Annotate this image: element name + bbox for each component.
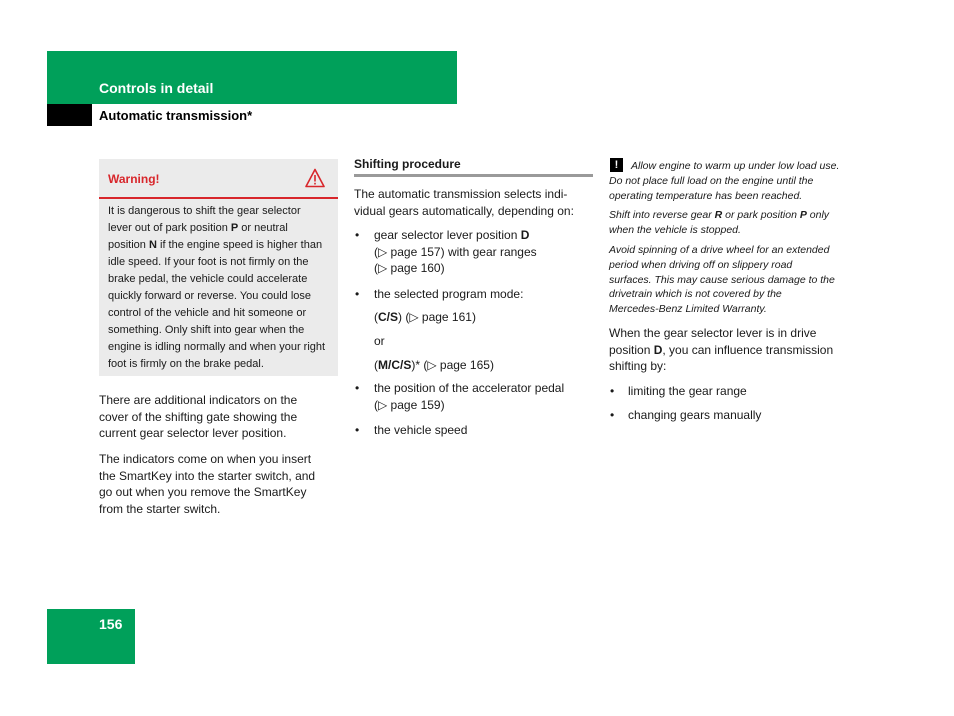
list-item-manual-gears: changing gears manually [628, 408, 762, 422]
warning-triangle-icon [305, 168, 325, 188]
smartkey-paragraph [99, 451, 339, 517]
header-band [47, 51, 457, 104]
warning-line: engine is idling normally and when your right [108, 341, 326, 353]
list-item-gear-range: limiting the gear range [628, 384, 747, 398]
section-title: Controls in detail [99, 80, 214, 96]
text-line: Allow engine to warm up under low load use. [631, 160, 840, 172]
text-line: Avoid spinning of a drive wheel for an extended [609, 244, 830, 256]
note-reverse-park [609, 208, 849, 238]
text-line: Do not place full load on the engine until the [609, 174, 814, 187]
text-line: period when driving off on slippery road [609, 258, 793, 271]
drive-position-paragraph [609, 325, 849, 375]
page-reference: (▷ page 157) with gear ranges [374, 244, 537, 259]
text-line: the SmartKey into the starter switch, and [99, 468, 316, 483]
text-line: Mercedes-Benz Limited Warranty. [609, 303, 767, 316]
page-reference: (▷ page 160) [374, 261, 445, 275]
warning-line: idle speed. If your foot is not firmly on the [108, 256, 309, 268]
text-line: gear selector lever position D [374, 228, 530, 242]
text-line: go out when you remove the SmartKey [99, 485, 307, 499]
bullet-icon: • [610, 408, 615, 422]
text-line: from the starter switch. [99, 501, 221, 516]
indicator-paragraph [99, 392, 339, 442]
text-line: drivetrain which is not covered by the [609, 288, 782, 301]
list-item-vehicle-speed: the vehicle speed [374, 423, 468, 437]
page-title: Automatic transmission* [99, 108, 253, 123]
bullet-icon: • [355, 287, 360, 301]
list-item-gear-position [374, 227, 594, 277]
text-line: shifting by: [609, 359, 667, 373]
warning-line: brake pedal, the vehicle could accelerate [108, 273, 308, 285]
bullet-icon: • [610, 384, 615, 398]
text-line: the position of the accelerator pedal [374, 381, 565, 395]
note-warm-up [609, 159, 849, 203]
text-line: Shift into reverse gear R or park position P only [609, 209, 830, 221]
text-line: The indicators come on when you insert [99, 452, 312, 466]
text-line: When the gear selector lever is in drive [609, 326, 817, 340]
warning-line: lever out of park position P or neutral [108, 222, 288, 234]
page-number: 156 [99, 616, 123, 632]
mode-mcs-reference: (M/C/S)* (▷ page 165) [374, 358, 494, 372]
exclamation-icon: ! [610, 158, 623, 172]
list-item-accelerator [374, 380, 594, 413]
warning-line: position N if the engine speed is higher than [108, 239, 323, 251]
list-item-program-mode: the selected program mode: [374, 287, 524, 301]
section-tab-marker [47, 104, 92, 126]
heading-rule [354, 174, 593, 177]
warning-line: It is dangerous to shift the gear selector [108, 205, 301, 217]
text-line: The automatic transmission selects indi- [354, 187, 568, 201]
text-line: vidual gears automatically, depending on: [354, 203, 574, 218]
bullet-icon: • [355, 228, 360, 242]
or-text: or [374, 334, 385, 348]
warning-line: control of the vehicle and hit someone or [108, 307, 307, 319]
text-line: current gear selector lever position. [99, 426, 287, 440]
text-line: There are additional indicators on the [99, 393, 298, 407]
warning-line: something. Only shift into gear when the [108, 324, 305, 336]
shifting-procedure-heading: Shifting procedure [354, 157, 461, 171]
warning-line: quickly forward or reverse. You could lose [108, 290, 311, 302]
bullet-icon: • [355, 381, 360, 395]
text-line: cover of the shifting gate showing the [99, 409, 298, 424]
mode-cs-reference: (C/S) (▷ page 161) [374, 310, 476, 324]
warning-text [108, 203, 332, 373]
shifting-intro [354, 186, 594, 219]
text-line: position D, you can influence transmission [609, 342, 834, 357]
warning-box [99, 159, 338, 376]
bullet-icon: • [355, 423, 360, 437]
text-line: operating temperature has been reached. [609, 189, 803, 202]
warning-line: foot is firmly on the brake pedal. [108, 358, 264, 370]
note-wheel-spin [609, 243, 849, 317]
page-reference: (▷ page 159) [374, 397, 445, 412]
text-line: surfaces. This may cause serious damage to the [609, 273, 835, 286]
warning-label: Warning! [108, 172, 160, 186]
text-line: when the vehicle is stopped. [609, 223, 741, 236]
warning-header [99, 159, 338, 199]
